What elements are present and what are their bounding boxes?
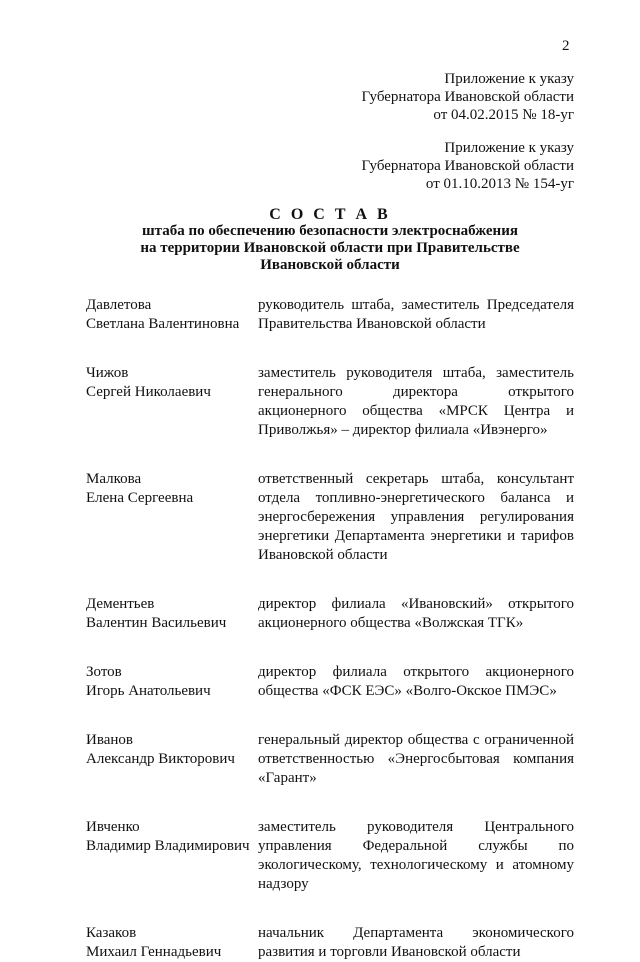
member-role-line: экологическому, технологическому и атомному <box>258 857 574 873</box>
member-given-names: Михаил Геннадьевич <box>86 944 222 960</box>
member-role <box>258 595 574 633</box>
member-entry <box>86 470 574 565</box>
member-role-line: директор филиала «Ивановский» открытого <box>258 596 574 612</box>
member-role-line: акционерного общества «Волжская ТГК» <box>258 615 524 631</box>
member-given-names: Сергей Николаевич <box>86 384 211 400</box>
member-entry <box>86 663 574 701</box>
member-role-line: заместитель руководителя Центрального <box>258 819 574 835</box>
member-role <box>258 663 574 701</box>
member-role-line: заместитель руководителя штаба, заместитель <box>258 365 574 381</box>
title-line-1: штаба по обеспечению безопасности электроснабжения <box>142 223 518 239</box>
member-given-names: Елена Сергеевна <box>86 490 194 506</box>
member-entry <box>86 924 574 962</box>
appendix-2-line-1: Приложение к указу <box>444 140 574 156</box>
appendix-2-line-2: Губернатора Ивановской области <box>361 158 574 174</box>
member-entry <box>86 595 574 633</box>
member-role <box>258 924 574 962</box>
member-surname: Зотов <box>86 664 122 680</box>
member-role-line: генеральный директор общества с ограниченной <box>258 732 574 748</box>
member-entry <box>86 818 574 894</box>
member-role-line: Ивановской области <box>258 547 388 563</box>
member-role-line: Приволжья» – директор филиала «Ивэнерго» <box>258 422 548 438</box>
members-list <box>86 296 574 962</box>
member-name <box>86 364 258 440</box>
member-given-names: Светлана Валентиновна <box>86 316 240 332</box>
member-role <box>258 364 574 440</box>
page-number: 2 <box>562 38 570 54</box>
member-surname: Иванов <box>86 732 133 748</box>
member-role-line: энергетики Департамента энергетики и тарифов <box>258 528 574 544</box>
member-entry <box>86 296 574 334</box>
member-surname: Чижов <box>86 365 129 381</box>
member-given-names: Александр Викторович <box>86 751 235 767</box>
member-given-names: Игорь Анатольевич <box>86 683 211 699</box>
member-name <box>86 663 258 701</box>
member-role-line: развития и торговли Ивановской области <box>258 944 521 960</box>
member-role-line: «Гарант» <box>258 770 317 786</box>
member-given-names: Владимир Владимирович <box>86 838 250 854</box>
member-role-line: управления Федеральной службы по <box>258 838 574 854</box>
appendix-block-1 <box>361 70 574 124</box>
member-role-line: начальник Департамента экономического <box>258 925 574 941</box>
member-name <box>86 731 258 788</box>
appendix-1-line-2: Губернатора Ивановской области <box>361 89 574 105</box>
member-role-line: генерального директора открытого <box>258 384 574 400</box>
member-name <box>86 470 258 565</box>
member-role-line: Правительства Ивановской области <box>258 316 486 332</box>
member-surname: Давлетова <box>86 297 152 313</box>
title-line-2: на территории Ивановской области при Правительстве <box>140 240 520 256</box>
appendix-block-2 <box>361 139 574 193</box>
member-role-line: акционерного общества «МРСК Центра и <box>258 403 574 419</box>
member-role-line: общества «ФСК ЕЭС» «Волго-Окское ПМЭС» <box>258 683 557 699</box>
member-surname: Ивченко <box>86 819 140 835</box>
member-role-line: энергосбережения управления регулирования <box>258 509 574 525</box>
member-name <box>86 595 258 633</box>
document-title <box>86 206 574 274</box>
member-role-line: надзору <box>258 876 309 892</box>
member-role-line: ответственностью «Энергосбытовая компания <box>258 751 574 767</box>
member-given-names: Валентин Васильевич <box>86 615 227 631</box>
member-role-line: ответственный секретарь штаба, консультант <box>258 471 574 487</box>
member-role <box>258 818 574 894</box>
member-name <box>86 924 258 962</box>
member-surname: Казаков <box>86 925 137 941</box>
member-role-line: отдела топливно-энергетического баланса и <box>258 490 574 506</box>
member-surname: Малкова <box>86 471 142 487</box>
appendix-1-line-3: от 04.02.2015 № 18-уг <box>433 107 574 123</box>
member-role <box>258 296 574 334</box>
appendix-2-line-3: от 01.10.2013 № 154-уг <box>425 176 574 192</box>
member-name <box>86 818 258 894</box>
appendix-1-line-1: Приложение к указу <box>444 71 574 87</box>
title-main: С О С Т А В <box>269 206 391 223</box>
member-role-line: руководитель штаба, заместитель Председателя <box>258 297 574 313</box>
member-entry <box>86 364 574 440</box>
member-role <box>258 731 574 788</box>
member-role <box>258 470 574 565</box>
member-role-line: директор филиала открытого акционерного <box>258 664 574 680</box>
member-surname: Дементьев <box>86 596 155 612</box>
title-line-3: Ивановской области <box>260 257 400 273</box>
member-name <box>86 296 258 334</box>
member-entry <box>86 731 574 788</box>
